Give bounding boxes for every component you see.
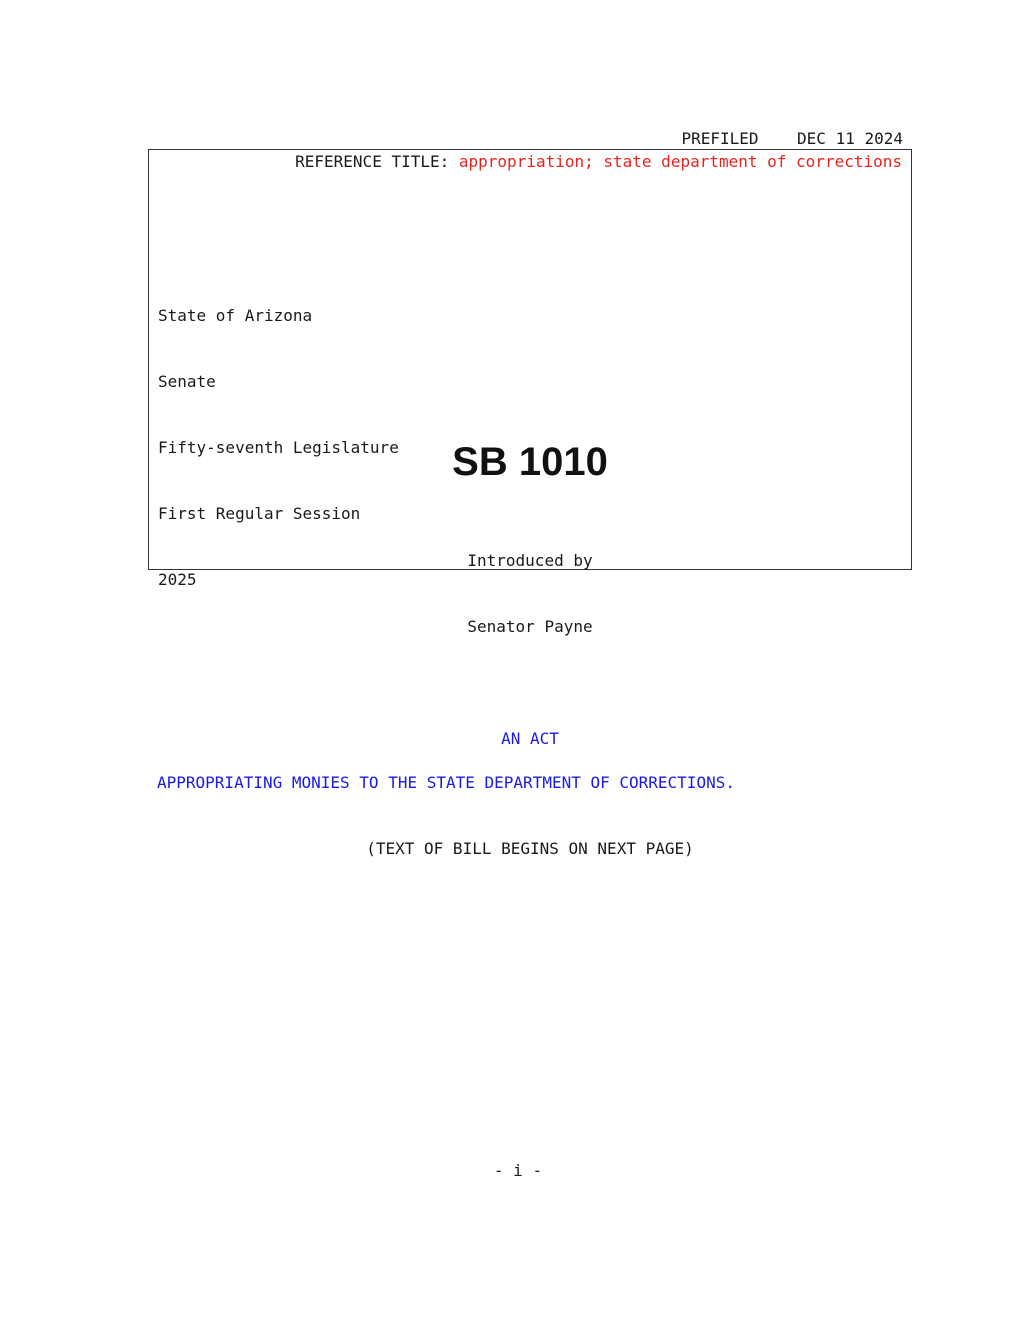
reference-title-label: REFERENCE TITLE:	[295, 152, 450, 171]
prefiled-date: DEC 11 2024	[797, 129, 903, 148]
session-year: 2025	[158, 570, 197, 589]
next-page-notice: (TEXT OF BILL BEGINS ON NEXT PAGE)	[366, 839, 694, 858]
page-number: - i -	[493, 1161, 543, 1180]
reference-title	[295, 151, 902, 173]
title-box	[148, 149, 912, 636]
legislature-name: Fifty-seventh Legislature	[158, 438, 399, 457]
bill-number: SB 1010	[452, 440, 608, 484]
prefiled-label: PREFILED	[681, 129, 759, 148]
sponsor-name: Senator Payne	[467, 617, 593, 636]
act-heading: AN ACT	[501, 729, 559, 748]
introduced-label: Introduced by	[467, 551, 593, 570]
act-description: APPROPRIATING MONIES TO THE STATE DEPARTMENT OF CORRECTIONS.	[157, 773, 735, 792]
session-name: First Regular Session	[158, 504, 361, 523]
chamber-name: Senate	[158, 372, 216, 391]
introduced-block	[149, 506, 911, 682]
prefiled-stamp	[681, 128, 903, 150]
reference-title-value: appropriation; state department of corrections	[458, 152, 902, 171]
state-name: State of Arizona	[158, 306, 313, 325]
